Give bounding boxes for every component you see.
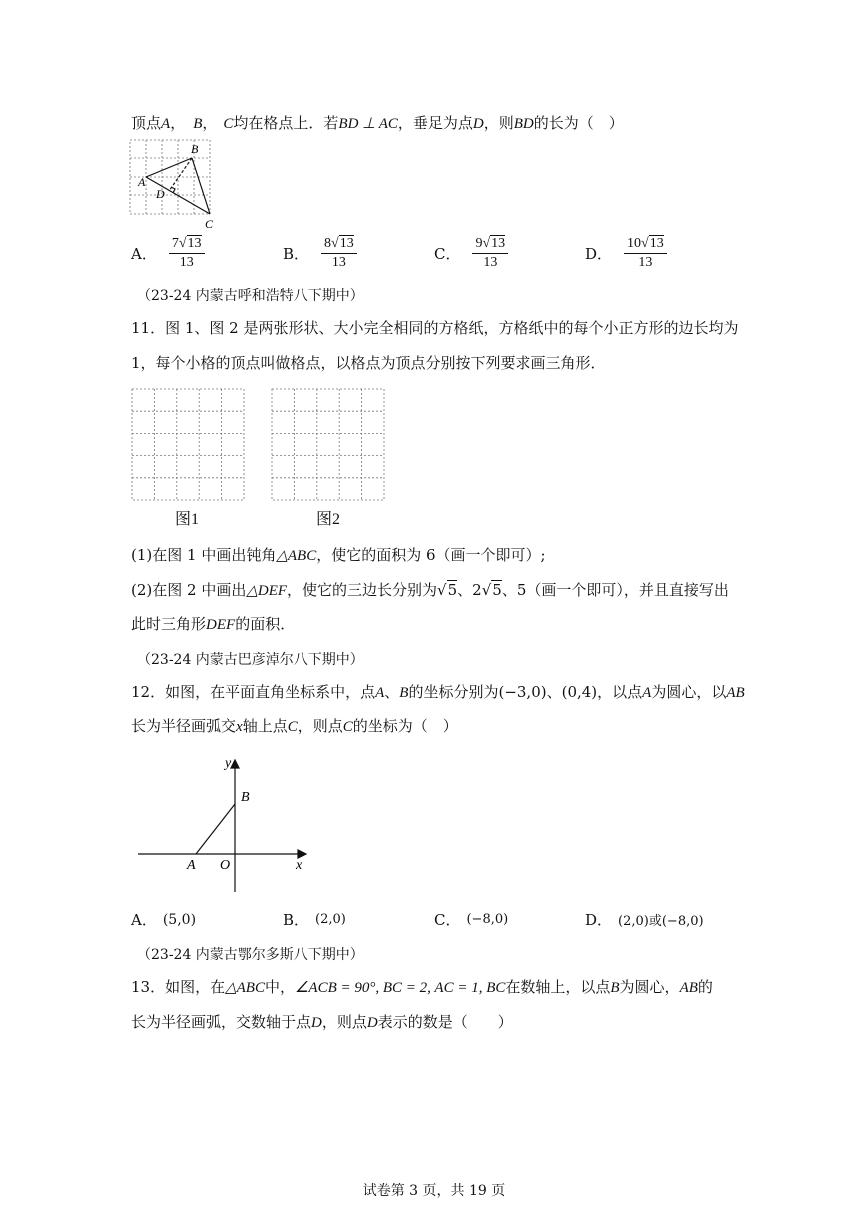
label-b: B [241,790,250,805]
label-d: D [156,187,165,201]
fig2-caption: 图2 [316,511,341,528]
label-b: B [191,142,199,156]
q12-option-c[interactable]: C． (−8,0) [434,911,509,929]
label-x: x [296,858,303,873]
q12-stem-line1: 12．如图，在平面直角坐标系中，点A、B的坐标分别为(−3,0)、(0,4)，以点A为圆心，以AB [131,683,745,701]
q12-option-a[interactable]: A． (5,0) [131,911,197,929]
q10-grid-figure [126,136,222,232]
q10-stem: 顶点A， B， C均在格点上．若BD ⊥ AC，垂足为点D，则BD的长为（ ） [131,114,624,132]
label-a: A [187,858,196,873]
q12-stem-line2: 长为半径画弧交x轴上点C，则点C的坐标为（ ） [131,717,458,735]
q13-stem-line2: 长为半径画弧，交数轴于点D，则点D表示的数是（ ） [131,1013,513,1031]
q12-coordinate-figure [134,750,314,895]
q11-grid-figure-1 [131,388,247,502]
q11-stem-line2: 1，每个小格的顶点叫做格点，以格点为顶点分别按下列要求画三角形． [131,354,606,372]
q12-option-b[interactable]: B． (2,0) [283,911,346,929]
label-y: y [225,756,232,771]
label-a: A [138,175,146,189]
q10-option-b[interactable]: B． $\frac{8√13}{13}$ [283,236,357,271]
fig1-caption: 图1 [175,511,200,528]
label-c: C [205,217,214,231]
q12-source: （23-24 内蒙古巴彦淖尔八下期中） [137,652,364,668]
q10-option-a[interactable]: A． $\frac{7√13}{13}$ [131,236,205,271]
q13-stem-line1: 13．如图，在△ABC中，∠ACB = 90°, BC = 2, AC = 1, BC在数轴上，以点B为圆心，AB的 [131,978,713,996]
q11-grid-figure-2 [271,388,387,502]
page-footer: 试卷第 3 页，共 19 页 [362,1183,506,1199]
q11-stem-line1: 11．图 1、图 2 是两张形状、大小完全相同的方格纸，方格纸中的每个小正方形的边长均为 [131,319,739,337]
y-axis-arrow [231,760,239,768]
label-o: O [220,858,231,873]
q10-option-d[interactable]: D． $\frac{10√13}{13}$ [585,236,667,271]
segment-ab [196,804,235,854]
q11-part2-line1: (2)在图 2 中画出△DEF，使它的三边长分别为√5、2√5、5（画一个即可），并且直接写出 [131,581,729,599]
x-axis-arrow [298,850,306,858]
q11-part1: (1)在图 1 中画出钝角△ABC，使它的面积为 6（画一个即可）; [131,546,546,564]
q13-source: （23-24 内蒙古鄂尔多斯八下期中） [137,947,364,963]
q11-source: （23-24 内蒙古呼和浩特八下期中） [137,288,364,304]
q10-option-c[interactable]: C． $\frac{9√13}{13}$ [434,236,508,271]
q11-part2-line2: 此时三角形DEF的面积． [131,615,296,633]
q12-option-d[interactable]: D． (2,0)或(−8,0) [585,911,704,929]
